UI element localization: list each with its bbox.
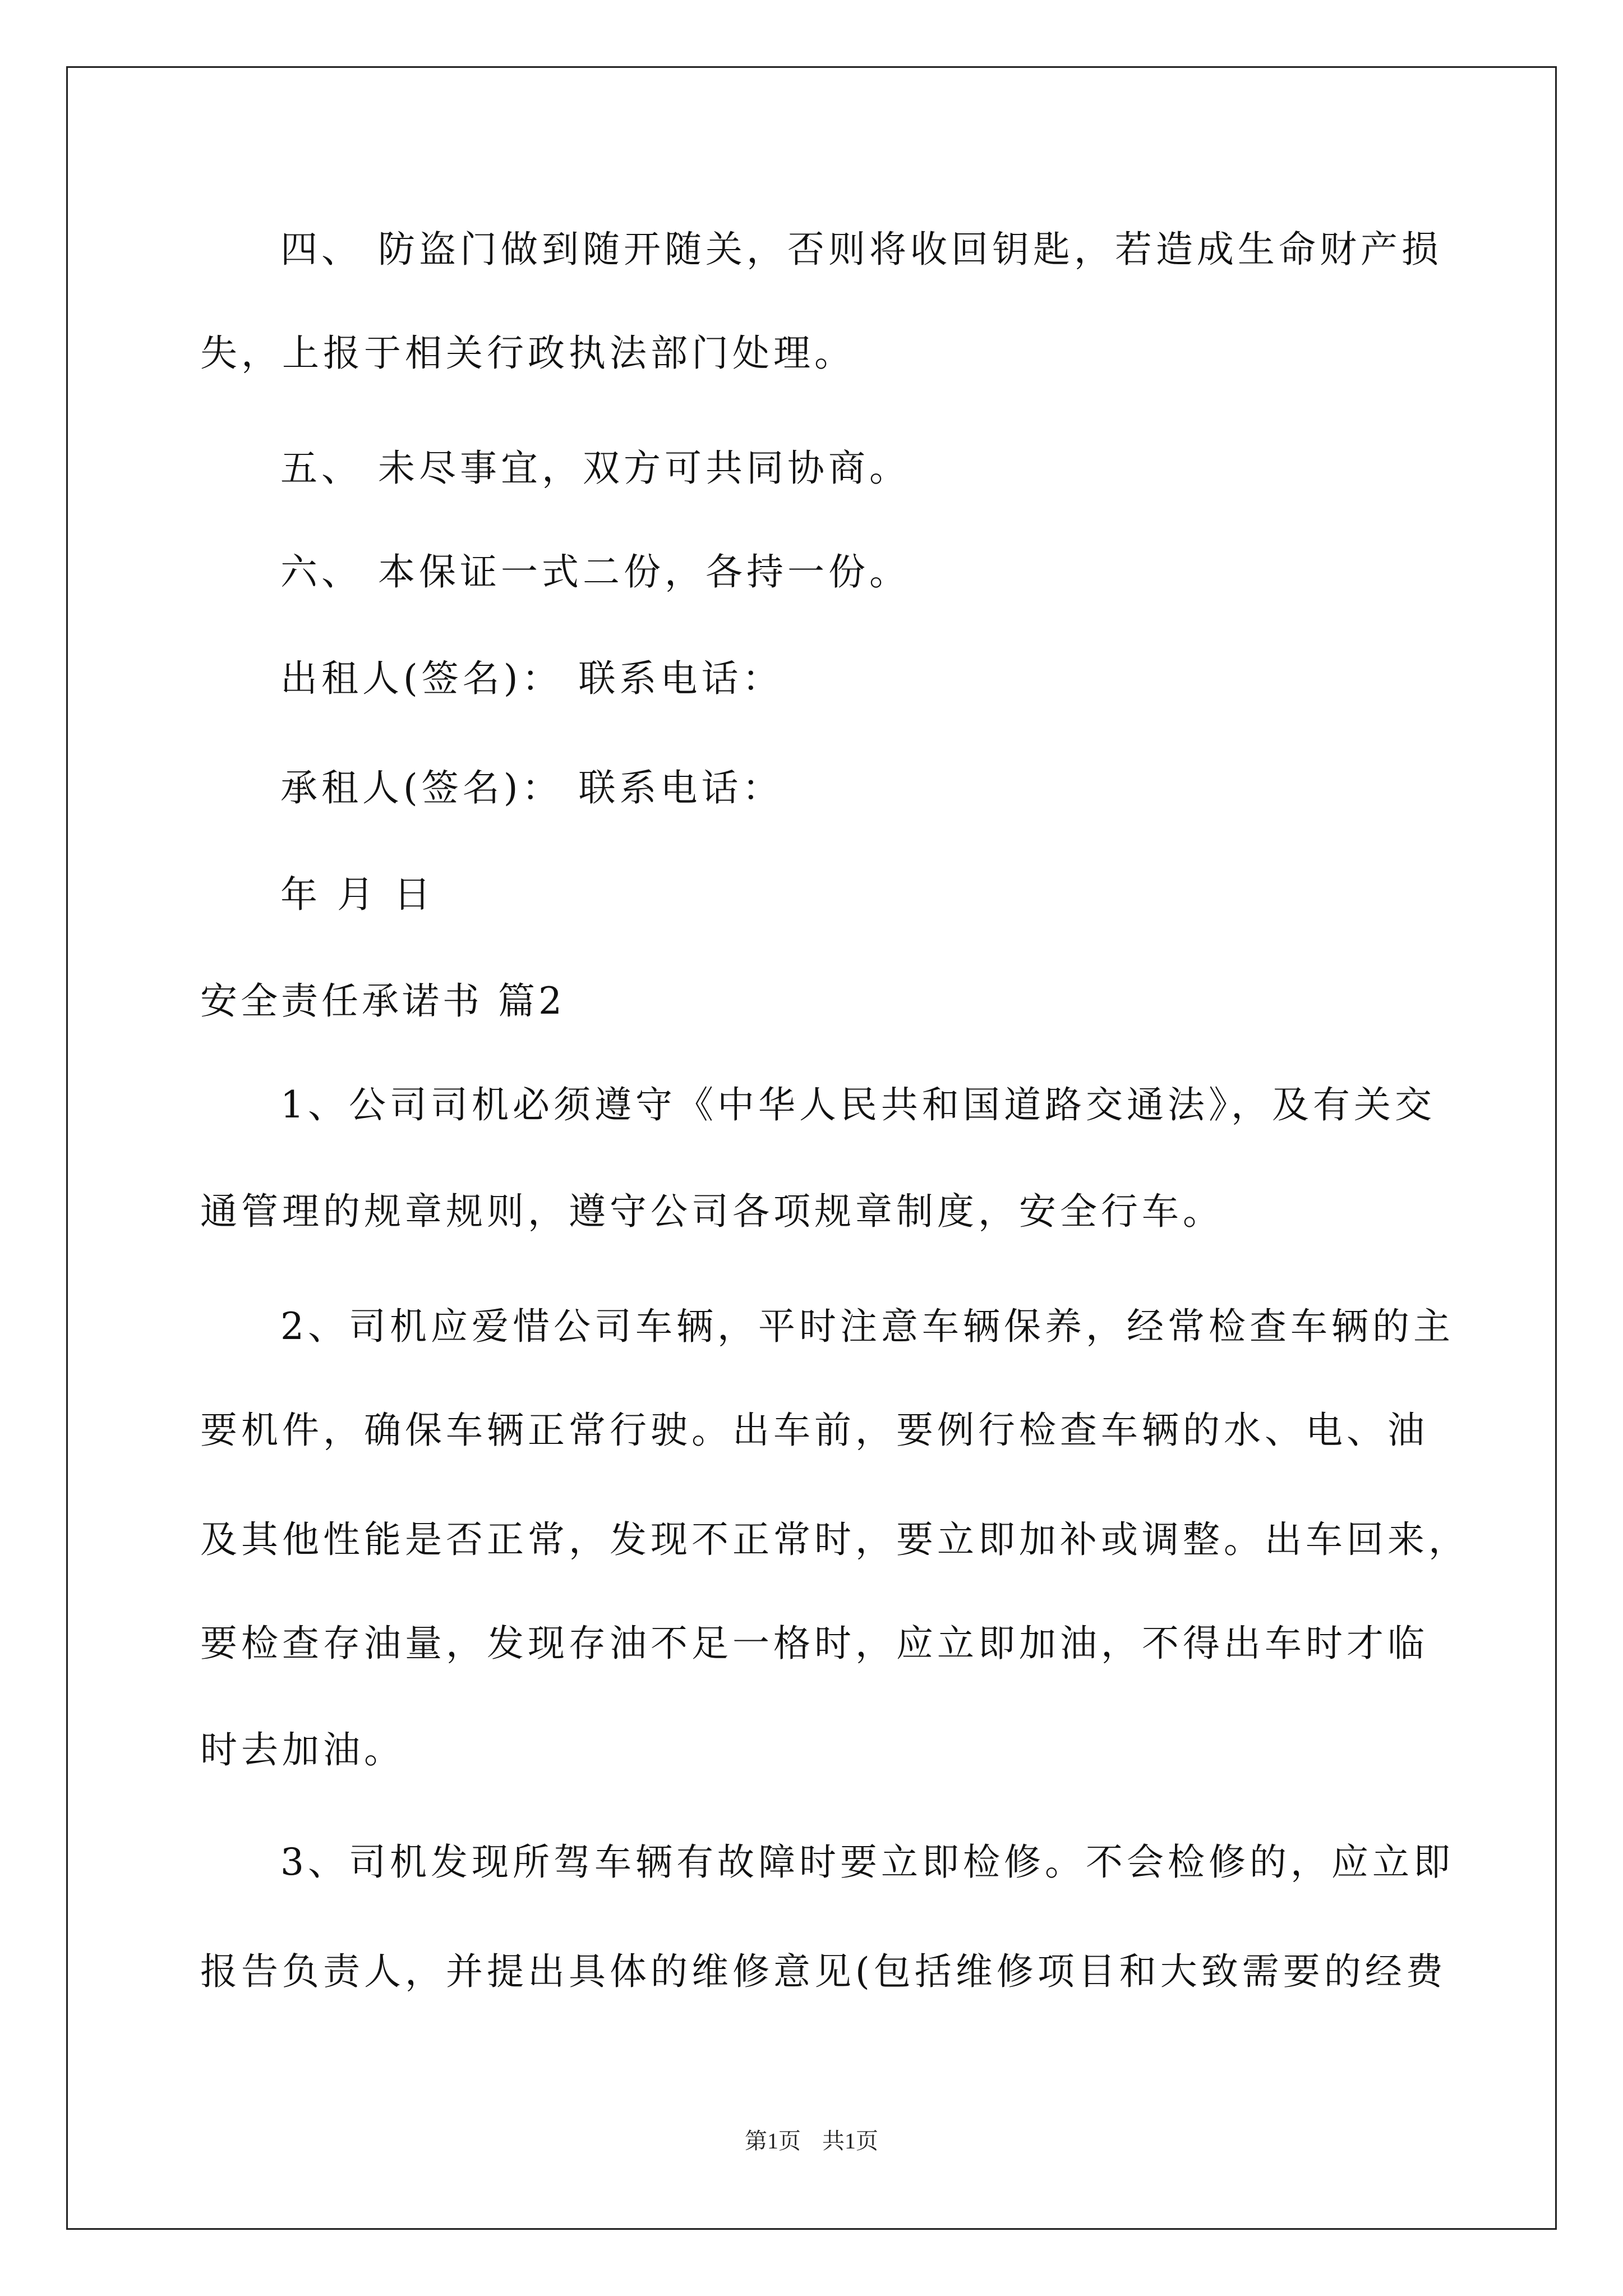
clause-6: 六、 本保证一式二份，各持一份。 [280,550,910,593]
item-2-line-2: 要机件，确保车辆正常行驶。出车前，要例行检查车辆的水、电、油 [200,1409,1428,1452]
clause-4-line-1: 四、 防盗门做到随开随关，否则将收回钥匙，若造成生命财产损 [280,228,1442,271]
item-2-line-4: 要检查存油量，发现存油不足一格时，应立即加油，不得出车时才临 [200,1622,1428,1665]
item-1-line-1: 1、公司司机必须遵守《中华人民共和国道路交通法》，及有关交 [280,1083,1436,1126]
page-number: 第1页 [745,2128,801,2154]
item-3-line-1: 3、司机发现所驾车辆有故障时要立即检修。不会检修的，应立即 [280,1841,1454,1884]
section-heading: 安全责任承诺书 篇2 [200,979,565,1023]
clause-4-line-2: 失，上报于相关行政执法部门处理。 [200,332,855,375]
page-frame [66,66,1557,2230]
page-footer [0,2128,1623,2155]
item-2-line-1: 2、司机应爱惜公司车辆，平时注意车辆保养，经常检查车辆的主 [280,1305,1454,1348]
page-total: 共1页 [822,2128,878,2154]
item-1-line-2: 通管理的规章规则，遵守公司各项规章制度，安全行车。 [200,1190,1224,1233]
landlord-signature-line: 出租人(签名)： 联系电话： [280,657,783,700]
item-2-line-3: 及其他性能是否正常，发现不正常时，要立即加补或调整。出车回来， [200,1518,1469,1561]
clause-5: 五、 未尽事宜，双方可共同协商。 [280,447,910,490]
tenant-signature-line: 承租人(签名)： 联系电话： [280,766,783,809]
item-3-line-2: 报告负责人，并提出具体的维修意见(包括维修项目和大致需要的经费 [200,1950,1447,1993]
date-line: 年 月 日 [280,873,435,916]
item-2-line-5: 时去加油。 [200,1728,405,1772]
